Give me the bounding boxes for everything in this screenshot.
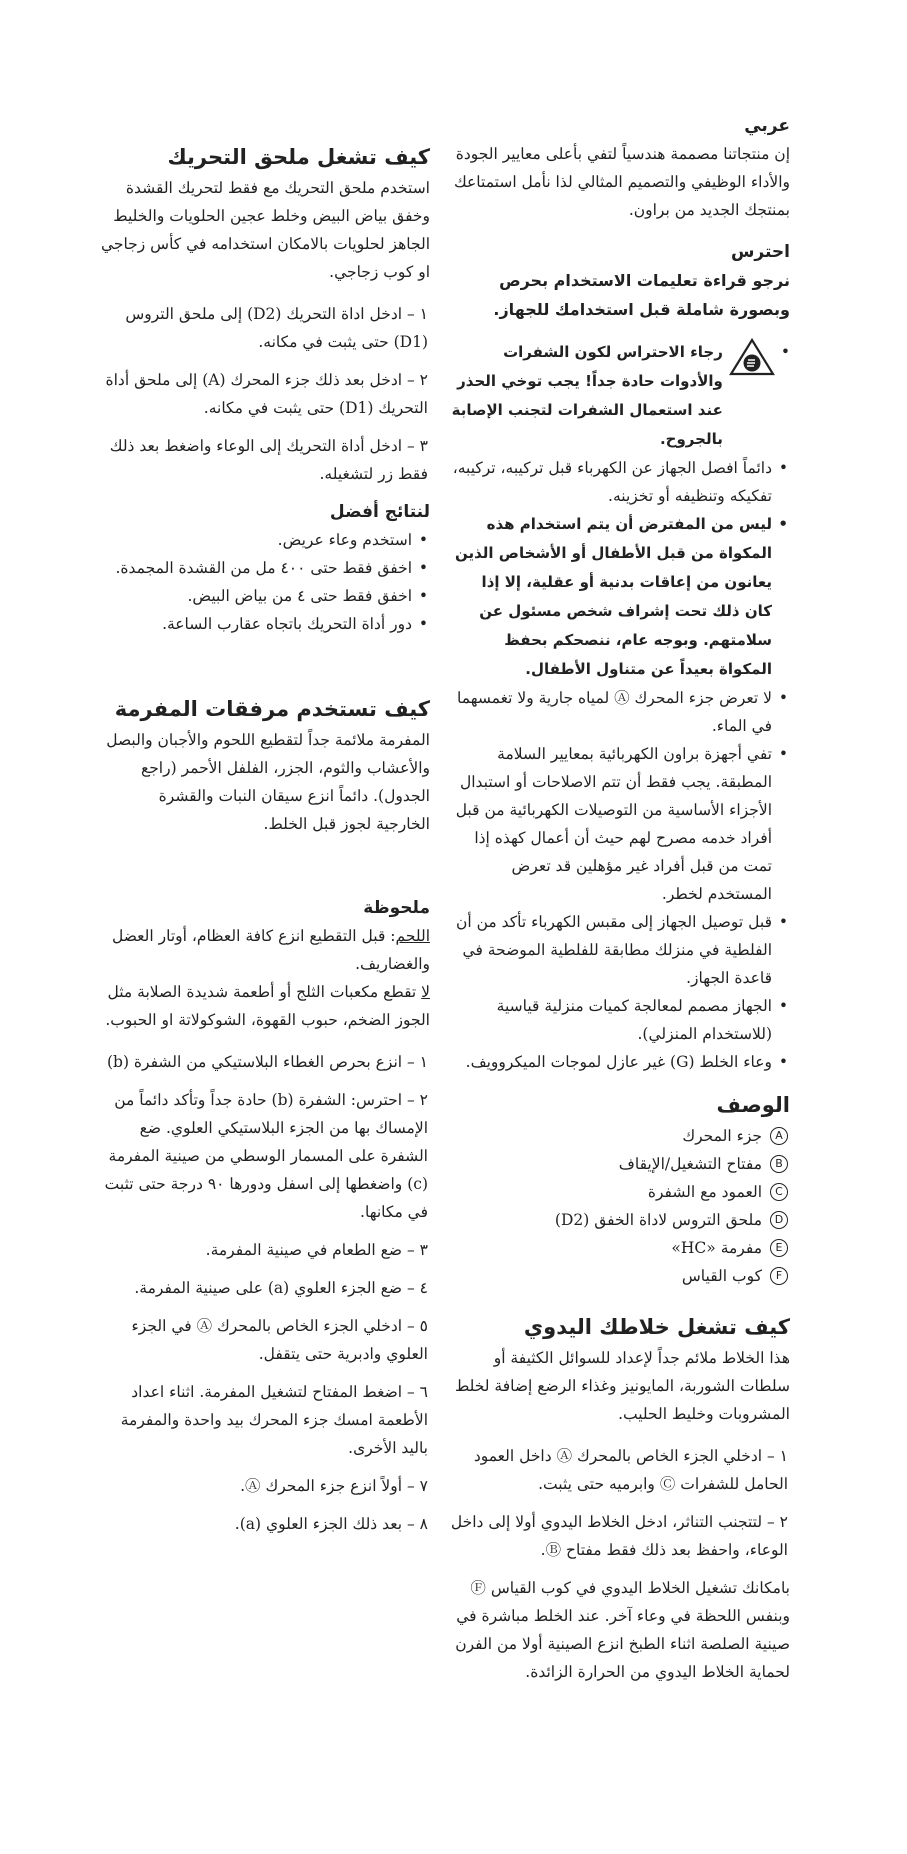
step-item: ٨ – بعد ذلك الجزء العلوي (a).	[234, 1515, 428, 1533]
whisk-heading: كيف تشغل ملحق التحريك	[167, 145, 430, 169]
warning-hand-icon	[729, 338, 775, 376]
right-column	[450, 112, 790, 1686]
step-item: ٣ – ضع الطعام في صينية المفرمة.	[205, 1241, 428, 1259]
warning-bullet: • رجاء الاحتراس لكون الشفرات والأدوات حادة جداً! يجب توخي الحذر عند استعمال الشفرات لتجنب الإصابة بالجروح.	[450, 338, 790, 454]
hand-blender-heading: كيف تشغل خلاطك اليدوي	[523, 1315, 790, 1339]
list-item: • دور أداة التحريك باتجاه عقارب الساعة.	[100, 610, 430, 638]
description-heading: الوصف	[716, 1093, 790, 1117]
description-item: E مفرمة «HC»	[450, 1234, 790, 1262]
description-item: B مفتاح التشغيل/الإيقاف	[450, 1150, 790, 1178]
caution-text: نرجو قراءة تعليمات الاستخدام بحرص وبصورة شاملة قبل استخدامك للجهاز.	[493, 271, 790, 319]
letter-badge: C	[770, 1183, 788, 1201]
letter-badge: F	[770, 1267, 788, 1285]
description-item: A جزء المحرك	[450, 1122, 790, 1150]
safety-bullet-list	[450, 454, 790, 1076]
step-item: ٢ – لتتجنب التناثر، ادخل الخلاط اليدوي أولا إلى داخل الوعاء، واحفظ بعد ذلك فقط مفتاح Ⓑ.	[450, 1513, 788, 1559]
caution-heading: احترس	[730, 242, 790, 262]
description-item: C العمود مع الشفرة	[450, 1178, 790, 1206]
best-results-list	[100, 526, 430, 638]
left-column	[100, 142, 430, 1548]
list-item: • اخفق فقط حتى ٤٠٠ مل من القشدة المجمدة.	[100, 554, 430, 582]
step-item: ١ – ادخل اداة التحريك (D2) إلى ملحق التروس (D1) حتى يثبت في مكانه.	[125, 305, 428, 351]
letter-badge: D	[770, 1211, 788, 1229]
step-item: ١ – انزع بحرص الغطاء البلاستيكي من الشفرة (b)	[106, 1053, 428, 1071]
letter-badge: B	[770, 1155, 788, 1173]
note-no: لا تقطع مكعبات الثلج أو أطعمة شديدة الصلابة مثل الجوز الضخم، حبوب القهوة، الشوكولاتة او الحبوب.	[105, 983, 430, 1029]
best-results-heading: لنتائج أفضل	[329, 502, 430, 522]
step-item: ٢ – ادخل بعد ذلك جزء المحرك (A) إلى ملحق أداة التحريك (D1) حتى يثبت في مكانه.	[105, 371, 428, 417]
list-item: • اخفق فقط حتى ٤ من بياض البيض.	[100, 582, 430, 610]
language-heading: عربي	[744, 116, 790, 136]
list-item: • قبل توصيل الجهاز إلى مقبس الكهرباء تأكد من أن الفلطية في منزلك مطابقة للفلطية الموضحة في قاعدة الجهاز.	[450, 908, 790, 992]
step-item: ٥ – ادخلي الجزء الخاص بالمحرك Ⓐ في الجزء العلوي وادبرية حتى يتقفل.	[131, 1317, 428, 1363]
warning-text: رجاء الاحتراس لكون الشفرات والأدوات حادة جداً! يجب توخي الحذر عند استعمال الشفرات لتجنب الإصابة بالجروح.	[451, 343, 723, 448]
list-item: • تفي أجهزة براون الكهربائية بمعايير السلامة المطبقة. يجب فقط أن تتم الاصلاحات أو استبدال الأجزاء الأساسية من التوصيلات الكهربائية من قبل أفراد خدمه مصرح لهم حيث أن أعمال كهذه إذا تمت من قبل أفراد غير مؤهلين قد تعرض المستخدم لخطر.	[450, 740, 790, 908]
step-item: ٧ – أولاً انزع جزء المحرك Ⓐ.	[240, 1477, 428, 1495]
letter-badge: E	[770, 1239, 788, 1257]
whisk-intro: استخدم ملحق التحريك مع فقط لتحريك القشدة وخفق بياض البيض وخلط عجين الحلويات والخليط الجاهز لحلويات بالامكان استخدامه في كأس زجاجي او كوب زجاجي.	[100, 179, 430, 281]
step-item: ٤ – ضع الجزء العلوي (a) على صينية المفرمة.	[134, 1279, 428, 1297]
note-meat: اللحم: قبل التقطيع انزع كافة العظام، أوتار العضل والغضاريف.	[112, 927, 430, 973]
hand-blender-note: بامكانك تشغيل الخلاط اليدوي في كوب القياس Ⓕ وبنفس اللحظة في وعاء آخر. عند الخلط مباشرة في صينية الصلصة اثناء الطبخ انزع الصينية أولا من الفرن لحماية الخلاط اليدوي من الحرارة الزائدة.	[455, 1579, 790, 1681]
description-item: F كوب القياس	[450, 1262, 790, 1290]
description-item: D ملحق التروس لاداة الخفق (D2)	[450, 1206, 790, 1234]
list-item: • ليس من المفترض أن يتم استخدام هذه المكواة من قبل الأطفال أو الأشخاص الذين يعانون من إعاقات بدنية أو عقلية، إلا إذا كان ذلك تحت إشراف شخص مسئول عن سلامتهم. وبوجه عام، ننصحكم بحفظ المكواة بعيداً عن متناول الأطفال.	[450, 510, 790, 684]
step-item: ٣ – ادخل أداة التحريك إلى الوعاء واضغط بعد ذلك فقط زر لتشغيله.	[109, 437, 428, 483]
description-list	[450, 1122, 790, 1290]
chopper-heading: كيف تستخدم مرفقات المفرمة	[114, 697, 430, 721]
list-item: • الجهاز مصمم لمعالجة كميات منزلية قياسية (للاستخدام المنزلي).	[450, 992, 790, 1048]
step-item: ١ – ادخلي الجزء الخاص بالمحرك Ⓐ داخل العمود الحامل للشفرات Ⓒ وابرميه حتى يثبت.	[473, 1447, 788, 1493]
chopper-intro: المفرمة ملائمة جداً لتقطيع اللحوم والأجبان والبصل والأعشاب والثوم، الجزر، الفلفل الأحمر (راجع الجدول). دائماً انزع سيقان النبات والقشرة الخارجية لجوز قبل الخلط.	[106, 731, 430, 833]
list-item: • لا تعرض جزء المحرك Ⓐ لمياه جارية ولا تغمسهما في الماء.	[450, 684, 790, 740]
hand-blender-intro: هذا الخلاط ملائم جداً لإعداد للسوائل الكثيفة أو سلطات الشوربة، المايونيز وغذاء الرضع إضافة لخلط المشروبات وخليط الحليب.	[454, 1349, 790, 1423]
step-item: ٦ – اضغط المفتاح لتشغيل المفرمة. اثناء اعداد الأطعمة امسك جزء المحرك بيد واحدة والمفرمة باليد الأخرى.	[120, 1383, 428, 1457]
step-item: ٢ – احترس: الشفرة (b) حادة جداً وتأكد دائماً من الإمساك بها من الجزء البلاستيكي العلوي. ضع الشفرة على المسمار الوسطي من صينية المفرمة (c) واضغطها إلى اسفل ودورها ٩٠ درجة حتى تثبت في مكانها.	[104, 1091, 428, 1221]
whisk-steps	[100, 300, 430, 488]
chopper-steps	[100, 1048, 430, 1538]
intro-paragraph: إن منتجاتنا مصممة هندسياً لتفي بأعلى معايير الجودة والأداء الوظيفي والتصميم المثالي لذا نأمل استمتاعك بمنتجك الجديد من براون.	[453, 145, 790, 219]
list-item: • دائماً افصل الجهاز عن الكهرباء قبل تركيبه، تركيبه، تفكيكه وتنظيفه أو تخزينه.	[450, 454, 790, 510]
note-heading: ملحوظة	[363, 898, 430, 918]
letter-badge: A	[770, 1127, 788, 1145]
list-item: • استخدم وعاء عريض.	[100, 526, 430, 554]
hand-blender-steps	[450, 1442, 790, 1564]
list-item: • وعاء الخلط (G) غير عازل لموجات الميكروويف.	[450, 1048, 790, 1076]
